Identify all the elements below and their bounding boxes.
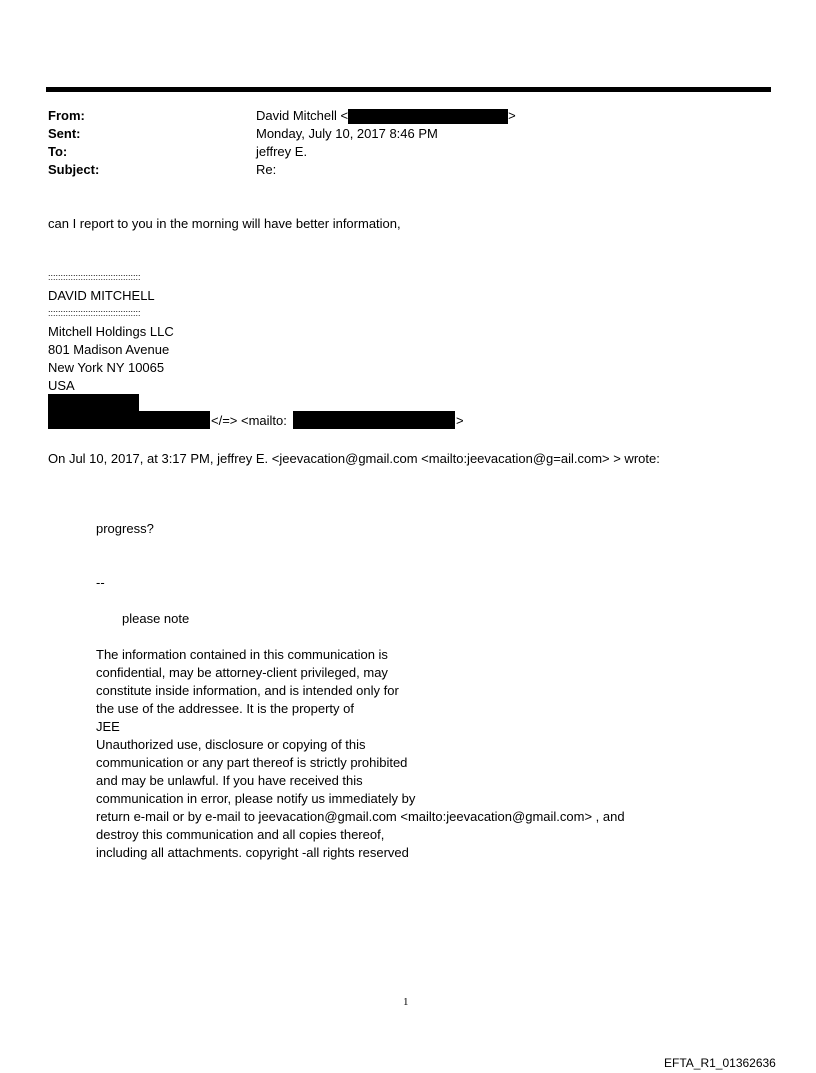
quoted-separator: -- — [96, 575, 105, 590]
disclaimer-line: confidential, may be attorney-client privileged, may — [96, 665, 388, 680]
signature-dots-top: ::::::::::::::::::::::::::::::::::::: — [48, 272, 141, 282]
to-label: To: — [48, 144, 68, 159]
to-value: jeffrey E. — [256, 144, 308, 159]
quoted-attribution: On Jul 10, 2017, at 3:17 PM, jeffrey E. <jeevacation@gmail.com <mailto:jeevacation@g=ail.com> > wrote: — [48, 451, 660, 466]
disclaimer-line: communication in error, please notify us immediately by — [96, 791, 416, 806]
disclaimer-line: and may be unlawful. If you have received this — [96, 773, 363, 788]
redacted-email-from — [348, 109, 508, 124]
subject-value: Re: — [256, 162, 277, 177]
from-label: From: — [48, 108, 85, 123]
signature-country: USA — [48, 378, 75, 393]
signature-link-mid: </=> <mailto: — [211, 413, 287, 428]
signature-company: Mitchell Holdings LLC — [48, 324, 174, 339]
subject-label: Subject: — [48, 162, 100, 177]
disclaimer-line: The information contained in this communication is — [96, 647, 388, 662]
disclaimer-line: including all attachments. copyright -all rights reserved — [96, 845, 409, 860]
disclaimer-line: JEE — [96, 719, 120, 734]
disclaimer-line: destroy this communication and all copies thereof, — [96, 827, 385, 842]
disclaimer-line: the use of the addressee. It is the property of — [96, 701, 354, 716]
sent-value: Monday, July 10, 2017 8:46 PM — [256, 126, 438, 141]
message-body: can I report to you in the morning will have better information, — [48, 216, 401, 231]
disclaimer-line: Unauthorized use, disclosure or copying of this — [96, 737, 366, 752]
signature-city: New York NY 10065 — [48, 360, 165, 375]
disclaimer-line: communication or any part thereof is strictly prohibited — [96, 755, 408, 770]
quoted-message: progress? — [96, 521, 154, 536]
redacted-mailto — [293, 411, 455, 429]
signature-name: DAVID MITCHELL — [48, 288, 155, 303]
page-number: 1 — [403, 996, 409, 1008]
bates-number: EFTA_R1_01362636 — [664, 1056, 776, 1070]
signature-street: 801 Madison Avenue — [48, 342, 170, 357]
redacted-website — [48, 411, 210, 429]
sent-label: Sent: — [48, 126, 81, 141]
note-heading: please note — [122, 611, 190, 626]
redacted-phone — [48, 394, 139, 411]
from-value — [256, 107, 516, 125]
from-close: > — [508, 108, 516, 123]
disclaimer-line: return e-mail or by e-mail to jeevacation@gmail.com <mailto:jeevacation@gmail.com> , and — [96, 809, 625, 824]
signature-dots-bottom: ::::::::::::::::::::::::::::::::::::: — [48, 308, 141, 318]
signature-link-close: > — [456, 413, 464, 428]
header-rule — [46, 87, 771, 92]
disclaimer-line: constitute inside information, and is intended only for — [96, 683, 399, 698]
from-name: David Mitchell < — [256, 108, 349, 123]
